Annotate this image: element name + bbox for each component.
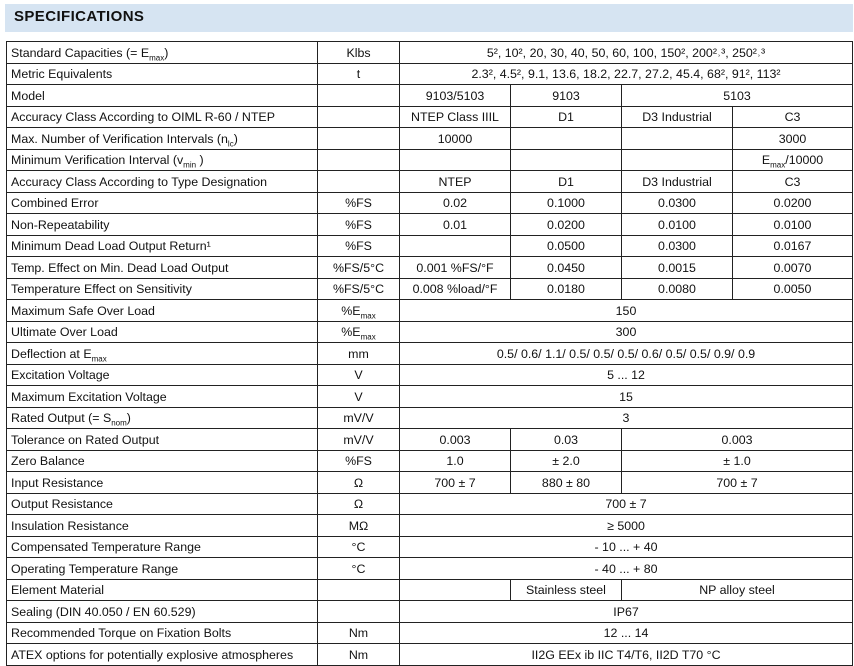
table-row — [7, 601, 853, 623]
table-row — [7, 450, 853, 472]
row-label: Rated Output (= $S_{nom}$) — [7, 407, 318, 429]
row-value: 0.0167 — [733, 235, 853, 257]
row-label: Maximum Safe Over Load — [7, 300, 318, 322]
table-row — [7, 364, 853, 386]
row-value: 700 ± 7 — [622, 472, 853, 494]
table-row — [7, 536, 853, 558]
table-row — [7, 171, 853, 193]
row-unit — [318, 128, 400, 150]
row-unit — [318, 106, 400, 128]
table-row — [7, 493, 853, 515]
row-unit: °C — [318, 536, 400, 558]
row-label: Metric Equivalents — [7, 63, 318, 85]
row-value — [622, 149, 733, 171]
row-unit: $\%E_{max}$ — [318, 300, 400, 322]
row-label: Insulation Resistance — [7, 515, 318, 537]
row-unit: %FS — [318, 192, 400, 214]
row-value: 0.0015 — [622, 257, 733, 279]
row-value: 0.003 — [400, 429, 511, 451]
table-row — [7, 192, 853, 214]
row-value: 0.0300 — [622, 235, 733, 257]
row-value: 0.01 — [400, 214, 511, 236]
row-value: 700 ± 7 — [400, 472, 511, 494]
row-value: 150 — [400, 300, 853, 322]
table-row — [7, 321, 853, 343]
row-value: II2G EEx ib IIC T4/T6, II2D T70 °C — [400, 644, 853, 666]
row-label: Model — [7, 85, 318, 107]
row-value — [400, 149, 511, 171]
row-value: 0.001 %FS/°F — [400, 257, 511, 279]
row-unit: %FS — [318, 235, 400, 257]
row-value: 0.0050 — [733, 278, 853, 300]
row-value: 0.0450 — [511, 257, 622, 279]
row-value: 5 ... 12 — [400, 364, 853, 386]
row-value: - 10 ... + 40 — [400, 536, 853, 558]
row-label: Standard Capacities (= $E_{max}$) — [7, 42, 318, 64]
row-value: NP alloy steel — [622, 579, 853, 601]
row-label: Temperature Effect on Sensitivity — [7, 278, 318, 300]
row-label: Input Resistance — [7, 472, 318, 494]
row-unit: %FS/5°C — [318, 278, 400, 300]
table-row — [7, 85, 853, 107]
table-row — [7, 343, 853, 365]
row-value: 15 — [400, 386, 853, 408]
table-row — [7, 257, 853, 279]
row-value: 9103/5103 — [400, 85, 511, 107]
row-value: 0.0300 — [622, 192, 733, 214]
table-row — [7, 386, 853, 408]
row-value: NTEP — [400, 171, 511, 193]
table-row — [7, 106, 853, 128]
table-row — [7, 278, 853, 300]
table-row — [7, 622, 853, 644]
row-value: 0.0070 — [733, 257, 853, 279]
row-label: Minimum Dead Load Output Return¹ — [7, 235, 318, 257]
row-unit — [318, 579, 400, 601]
row-label: Output Resistance — [7, 493, 318, 515]
row-label: Element Material — [7, 579, 318, 601]
row-unit: Nm — [318, 622, 400, 644]
row-unit: V — [318, 386, 400, 408]
row-value: 0.0100 — [733, 214, 853, 236]
row-value: NTEP Class IIIL — [400, 106, 511, 128]
row-label: Ultimate Over Load — [7, 321, 318, 343]
row-value: 3 — [400, 407, 853, 429]
row-value: 880 ± 80 — [511, 472, 622, 494]
row-value: 0.0100 — [622, 214, 733, 236]
row-unit: Ω — [318, 493, 400, 515]
row-unit: t — [318, 63, 400, 85]
row-label: Temp. Effect on Min. Dead Load Output — [7, 257, 318, 279]
row-value: 0.0500 — [511, 235, 622, 257]
row-value: 1.0 — [400, 450, 511, 472]
row-label: Operating Temperature Range — [7, 558, 318, 580]
table-row — [7, 149, 853, 171]
table-row — [7, 644, 853, 666]
row-unit: V — [318, 364, 400, 386]
row-value: D3 Industrial — [622, 171, 733, 193]
table-row — [7, 472, 853, 494]
row-value: 12 ... 14 — [400, 622, 853, 644]
row-value — [400, 579, 511, 601]
row-label: Maximum Excitation Voltage — [7, 386, 318, 408]
row-label: Sealing (DIN 40.050 / EN 60.529) — [7, 601, 318, 623]
row-value — [400, 235, 511, 257]
row-value: 0.0180 — [511, 278, 622, 300]
specifications-table-body — [7, 42, 853, 666]
row-value: Stainless steel — [511, 579, 622, 601]
row-value: 0.0200 — [733, 192, 853, 214]
row-value: $E_{max}/10000$ — [733, 149, 853, 171]
row-unit — [318, 171, 400, 193]
row-value: 9103 — [511, 85, 622, 107]
table-row — [7, 515, 853, 537]
row-value: - 40 ... + 80 — [400, 558, 853, 580]
row-label: Excitation Voltage — [7, 364, 318, 386]
row-value: 300 — [400, 321, 853, 343]
row-value: D3 Industrial — [622, 106, 733, 128]
table-row — [7, 407, 853, 429]
row-label: Recommended Torque on Fixation Bolts — [7, 622, 318, 644]
row-value: 3000 — [733, 128, 853, 150]
row-label: Zero Balance — [7, 450, 318, 472]
row-label: Non-Repeatability — [7, 214, 318, 236]
section-header — [5, 4, 853, 32]
row-value — [511, 128, 622, 150]
row-value: 2.3², 4.5², 9.1, 13.6, 18.2, 22.7, 27.2, 45.4, 68², 91², 113² — [400, 63, 853, 85]
row-value: 0.0200 — [511, 214, 622, 236]
table-row — [7, 300, 853, 322]
row-label: Combined Error — [7, 192, 318, 214]
table-row — [7, 579, 853, 601]
row-unit: mV/V — [318, 407, 400, 429]
row-value — [511, 149, 622, 171]
table-row — [7, 214, 853, 236]
table-row — [7, 128, 853, 150]
row-value: D1 — [511, 171, 622, 193]
row-value: 0.003 — [622, 429, 853, 451]
row-label: Accuracy Class According to OIML R-60 / NTEP — [7, 106, 318, 128]
row-value: 0.03 — [511, 429, 622, 451]
row-unit — [318, 85, 400, 107]
row-value: C3 — [733, 171, 853, 193]
row-value: D1 — [511, 106, 622, 128]
row-unit: MΩ — [318, 515, 400, 537]
row-value — [622, 128, 733, 150]
row-unit: Ω — [318, 472, 400, 494]
row-value: 10000 — [400, 128, 511, 150]
specifications-table — [6, 41, 853, 666]
row-unit: mm — [318, 343, 400, 365]
row-unit: %FS — [318, 214, 400, 236]
row-unit: %FS/5°C — [318, 257, 400, 279]
row-label: Compensated Temperature Range — [7, 536, 318, 558]
row-value: 0.1000 — [511, 192, 622, 214]
row-unit — [318, 149, 400, 171]
row-value: ≥ 5000 — [400, 515, 853, 537]
table-row — [7, 429, 853, 451]
row-value: ± 2.0 — [511, 450, 622, 472]
row-unit: Nm — [318, 644, 400, 666]
row-value: 700 ± 7 — [400, 493, 853, 515]
row-unit: mV/V — [318, 429, 400, 451]
row-unit — [318, 601, 400, 623]
table-row — [7, 63, 853, 85]
row-label: Minimum Verification Interval ($v_{min}$ ) — [7, 149, 318, 171]
row-value: 5103 — [622, 85, 853, 107]
row-value: 5², 10², 20, 30, 40, 50, 60, 100, 150², 200²˒³, 250²˒³ — [400, 42, 853, 64]
row-unit: %FS — [318, 450, 400, 472]
table-row — [7, 235, 853, 257]
row-unit: °C — [318, 558, 400, 580]
row-unit: Klbs — [318, 42, 400, 64]
row-label: Deflection at $E_{max}$ — [7, 343, 318, 365]
row-value: C3 — [733, 106, 853, 128]
row-value: 0.5/ 0.6/ 1.1/ 0.5/ 0.5/ 0.5/ 0.6/ 0.5/ 0.5/ 0.9/ 0.9 — [400, 343, 853, 365]
table-row — [7, 42, 853, 64]
row-label: ATEX options for potentially explosive atmospheres — [7, 644, 318, 666]
row-value: ± 1.0 — [622, 450, 853, 472]
section-title: SPECIFICATIONS — [14, 8, 145, 25]
row-value: IP67 — [400, 601, 853, 623]
row-label: Max. Number of Verification Intervals $(n_{lc})$ — [7, 128, 318, 150]
row-label: Accuracy Class According to Type Designation — [7, 171, 318, 193]
row-value: 0.0080 — [622, 278, 733, 300]
row-value: 0.008 %load/°F — [400, 278, 511, 300]
table-row — [7, 558, 853, 580]
row-unit: $\%E_{max}$ — [318, 321, 400, 343]
row-label: Tolerance on Rated Output — [7, 429, 318, 451]
row-value: 0.02 — [400, 192, 511, 214]
